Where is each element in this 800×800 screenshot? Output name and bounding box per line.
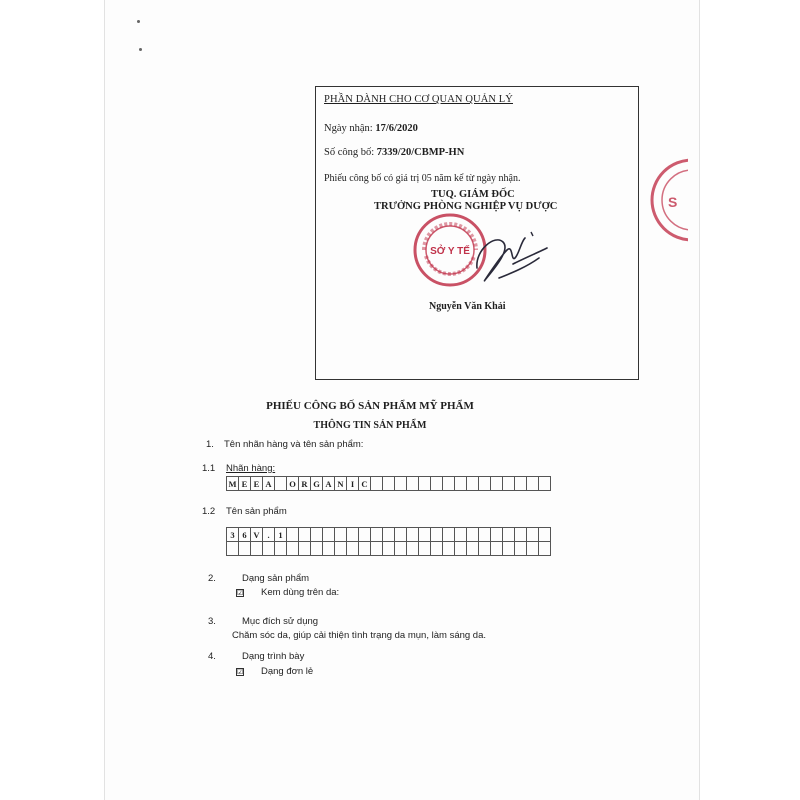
grid-cell: [527, 477, 539, 491]
grid-cell: [323, 528, 335, 542]
form-subtitle: THÔNG TIN SẢN PHẨM: [313, 420, 427, 431]
grid-cell: [503, 528, 515, 542]
grid-cell: [419, 528, 431, 542]
declaration-number-line: [324, 147, 464, 158]
grid-cell: [515, 528, 527, 542]
grid-cell: [491, 542, 503, 556]
grid-cell: [479, 477, 491, 491]
grid-cell: [347, 542, 359, 556]
grid-cell: [419, 477, 431, 491]
grid-cell: 1: [275, 528, 287, 542]
grid-cell: N: [335, 477, 347, 491]
grid-cell: [443, 542, 455, 556]
grid-cell: [287, 528, 299, 542]
grid-cell: 6: [239, 528, 251, 542]
product-name-label: Tên sản phẩm: [226, 506, 287, 517]
section-3-number: 3.: [208, 616, 216, 627]
intended-use-label: Mục đích sử dụng: [242, 616, 319, 627]
grid-cell: I: [347, 477, 359, 491]
grid-cell: [371, 477, 383, 491]
grid-cell: [323, 542, 335, 556]
grid-cell: [467, 542, 479, 556]
receipt-date-label: Ngày nhận:: [324, 123, 373, 134]
section-1-label: Tên nhãn hàng và tên sản phẩm:: [224, 439, 364, 450]
grid-cell: [239, 542, 251, 556]
grid-cell: [383, 477, 395, 491]
grid-cell: [515, 542, 527, 556]
grid-cell: [431, 542, 443, 556]
grid-cell: M: [228, 478, 237, 489]
grid-cell: [455, 542, 467, 556]
grid-cell: V: [251, 528, 263, 542]
grid-cell: [347, 528, 359, 542]
grid-cell: [407, 528, 419, 542]
grid-cell: [479, 528, 491, 542]
grid-cell: [443, 528, 455, 542]
form-title: PHIẾU CÔNG BỐ SẢN PHẨM MỸ PHẨM: [266, 400, 474, 412]
grid-cell: [227, 542, 239, 556]
section-2-number: 2.: [208, 573, 216, 584]
grid-cell: [503, 477, 515, 491]
grid-cell: G: [311, 477, 323, 491]
section-1-number: 1.: [206, 439, 214, 450]
product-name-grid: [226, 527, 551, 556]
receipt-date-value: 17/6/2020: [375, 123, 418, 134]
grid-cell: [467, 477, 479, 491]
grid-cell: [335, 542, 347, 556]
signature-icon: [455, 228, 555, 290]
presentation-value: Dạng đơn lẻ: [261, 666, 314, 677]
grid-cell: [503, 542, 515, 556]
edge-seal-icon: [648, 150, 688, 250]
grid-cell: [275, 477, 287, 491]
grid-cell: [311, 542, 323, 556]
grid-cell: [539, 477, 551, 491]
grid-cell: [479, 542, 491, 556]
official-heading: PHẦN DÀNH CHO CƠ QUAN QUẢN LÝ: [324, 94, 513, 105]
grid-cell: [407, 542, 419, 556]
grid-cell: [527, 542, 539, 556]
signer-name: Nguyễn Văn Khải: [429, 301, 506, 312]
grid-cell: [311, 528, 323, 542]
grid-cell: [299, 528, 311, 542]
validity-note: Phiếu công bố có giá trị 05 năm kể từ ngày nhận.: [324, 173, 521, 184]
grid-cell: [359, 528, 371, 542]
grid-cell: O: [287, 477, 299, 491]
grid-cell: [443, 477, 455, 491]
declaration-number-label: Số công bố:: [324, 147, 375, 158]
scan-speck: [139, 48, 142, 51]
grid-cell: [299, 542, 311, 556]
grid-cell: [539, 528, 551, 542]
grid-cell: [527, 528, 539, 542]
grid-cell: [371, 542, 383, 556]
section-4-number: 4.: [208, 651, 216, 662]
grid-cell: [383, 528, 395, 542]
presentation-label: Dạng trình bày: [242, 651, 305, 662]
grid-cell: [371, 528, 383, 542]
product-type-checkbox[interactable]: ☑: [237, 589, 244, 597]
grid-cell: [467, 528, 479, 542]
grid-cell: [491, 528, 503, 542]
brand-grid: [226, 476, 551, 491]
product-type-value: Kem dùng trên da:: [261, 587, 340, 598]
grid-cell: [335, 528, 347, 542]
section-1-1-number: 1.1: [202, 463, 216, 474]
grid-cell: [419, 542, 431, 556]
grid-cell: [539, 542, 551, 556]
grid-cell: [287, 542, 299, 556]
grid-cell: [515, 477, 527, 491]
grid-cell: [251, 542, 263, 556]
grid-cell: C: [359, 477, 371, 491]
grid-cell: [383, 542, 395, 556]
grid-cell: [395, 528, 407, 542]
grid-cell: [407, 477, 419, 491]
grid-cell: E: [251, 477, 263, 491]
section-1-2-number: 1.2: [202, 506, 216, 517]
grid-cell: [455, 477, 467, 491]
product-type-label: Dạng sản phẩm: [242, 573, 310, 584]
signer-title-1: TUQ. GIÁM ĐỐC: [431, 189, 515, 200]
declaration-number-value: 7339/20/CBMP-HN: [376, 147, 465, 158]
grid-cell: A: [323, 477, 335, 491]
grid-cell: R: [299, 477, 311, 491]
scan-speck: [137, 20, 140, 23]
svg-text:S: S: [668, 194, 678, 210]
grid-cell: [431, 528, 443, 542]
grid-cell: [395, 477, 407, 491]
grid-cell: [263, 542, 275, 556]
grid-cell: [491, 477, 503, 491]
grid-cell: [431, 477, 443, 491]
grid-cell: [395, 542, 407, 556]
grid-cell: A: [263, 477, 275, 491]
grid-cell: [359, 542, 371, 556]
grid-cell: [275, 542, 287, 556]
grid-cell: E: [239, 477, 251, 491]
presentation-checkbox[interactable]: ☑: [237, 668, 244, 676]
intended-use-value: Chăm sóc da, giúp cải thiện tình trạng da mụn, làm sáng da.: [232, 630, 487, 641]
grid-cell: .: [263, 528, 275, 542]
signer-title-2: TRƯỞNG PHÒNG NGHIỆP VỤ DƯỢC: [374, 201, 558, 212]
brand-label: Nhãn hàng:: [226, 463, 276, 474]
grid-cell: 3: [227, 528, 239, 542]
receipt-date-line: [324, 123, 418, 134]
grid-cell: [455, 528, 467, 542]
seal-center-text: SỞ Y TẾ: [430, 246, 470, 257]
